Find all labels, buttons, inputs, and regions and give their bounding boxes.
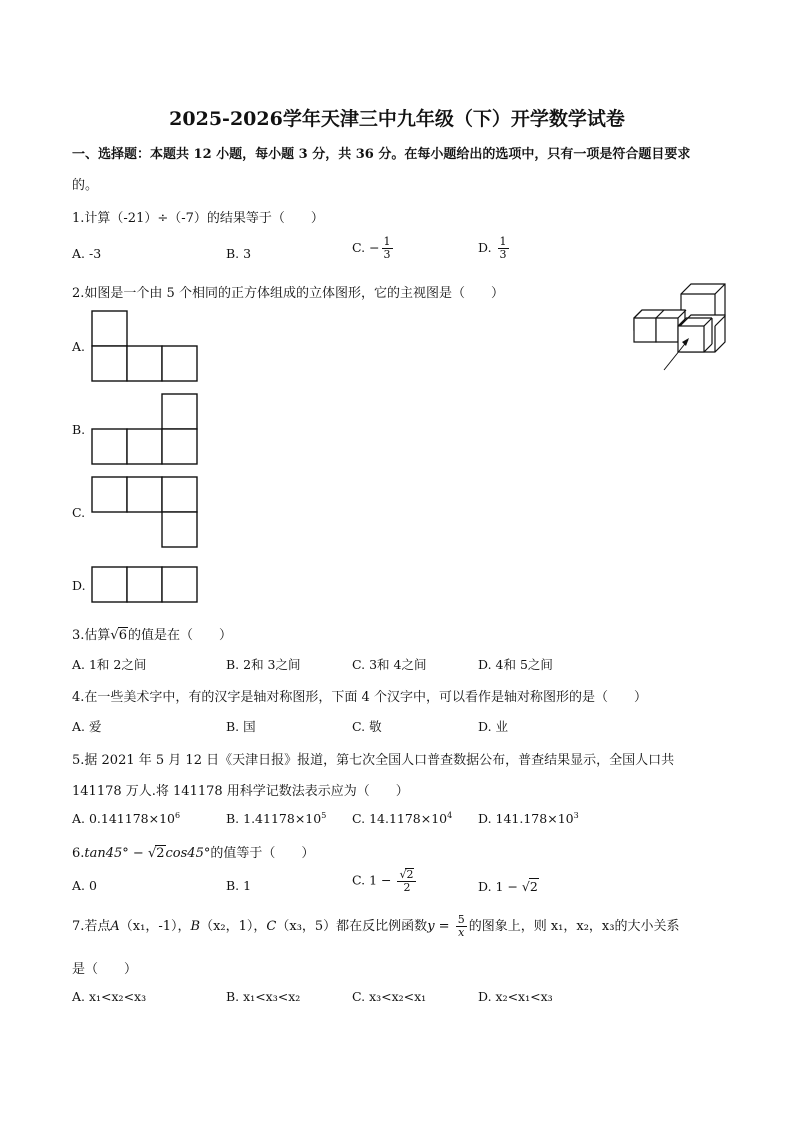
q2-option-a-figure (91, 310, 199, 382)
q6-option-d-prefix: D. 1 − (478, 879, 522, 894)
q6-option-c (352, 868, 418, 894)
question-7-stem-line1 (72, 914, 679, 939)
q6-expression-part2: cos45° (165, 846, 211, 861)
q7-point-a-coord: （x₁，-1）， (119, 919, 191, 934)
q7-option-c: C. x₃<x₂<x₁ (352, 989, 427, 1004)
q6-option-a: A. 0 (72, 878, 97, 893)
question-5-stem-line2: 141178 万人.将 141178 用科学记数法表示应为（ ） (72, 784, 409, 799)
q3-option-a: A. 1和 2之间 (72, 657, 147, 672)
question-1-stem: 1.计算（-21）÷（-7）的结果等于（ ） (72, 211, 324, 226)
q3-option-b: B. 2和 3之间 (226, 657, 301, 672)
q6-option-d-radicand: 2 (529, 879, 538, 894)
q2-option-c-figure (91, 476, 199, 548)
q7-option-b: B. x₁<x₃<x₂ (226, 989, 301, 1004)
q7-point-c: C (266, 919, 277, 934)
q3-stem-post: 的值是在（ ） (127, 628, 232, 643)
q6-expression-part1: tan45° − (84, 846, 148, 861)
question-6-stem (72, 842, 314, 861)
q1-option-d (478, 236, 511, 261)
q5-option-d-exponent: 3 (573, 811, 579, 820)
sqrt-sign: √ (147, 846, 157, 861)
page-title: 2025-2026学年天津三中九年级（下）开学数学试卷 (169, 108, 625, 130)
q2-option-c: C. (72, 505, 86, 520)
q2-option-b-figure (91, 393, 199, 465)
q5-option-b-exponent: 5 (321, 811, 327, 820)
q2-option-a: A. (72, 339, 86, 354)
fraction-numerator: 1 (499, 235, 507, 248)
q7-stem-post: 的图象上，则 x₁，x₂，x₃的大小关系 (468, 919, 680, 934)
fraction-numerator: 1 (383, 235, 391, 248)
fraction-denominator: 2 (403, 881, 411, 894)
q5-option-a-exponent: 6 (175, 811, 181, 820)
q1-option-d-fraction (498, 236, 509, 261)
q2-option-d-figure (91, 566, 199, 604)
q1-option-a: A. -3 (72, 246, 102, 261)
q7-function-lhs: y = (427, 919, 454, 934)
q6-option-c-fraction (397, 868, 416, 894)
q6-option-c-radicand: 2 (406, 868, 414, 881)
q6-option-c-prefix: C. 1 − (352, 872, 396, 888)
q7-function-fraction (456, 914, 467, 939)
q7-option-d: D. x₂<x₁<x₃ (478, 989, 553, 1004)
q1-option-b: B. 3 (226, 246, 252, 261)
q5-option-a (72, 811, 180, 826)
q7-option-a: A. x₁<x₂<x₃ (72, 989, 147, 1004)
q5-option-c-base: C. 14.1178×10 (352, 811, 448, 827)
fraction-denominator: 3 (383, 248, 391, 261)
fraction-denominator: x (458, 926, 465, 939)
q4-option-d: D. 业 (478, 719, 509, 734)
q5-option-d-base: D. 141.178×10 (478, 811, 574, 827)
q2-option-b: B. (72, 422, 86, 437)
q1-option-c-prefix: C. − (352, 240, 380, 255)
section-heading-cont: 的。 (72, 178, 99, 193)
fraction-denominator: 3 (499, 248, 507, 261)
sqrt-sign: √ (110, 628, 119, 643)
q5-option-b (226, 811, 326, 826)
q1-option-c-fraction (382, 236, 393, 261)
q2-option-d: D. (72, 578, 86, 593)
q5-option-c-exponent: 4 (447, 811, 453, 820)
q5-option-b-base: B. 1.41178×10 (226, 811, 322, 827)
sqrt-sign: √ (521, 879, 530, 894)
q6-stem-post: 的值等于（ ） (210, 846, 315, 861)
q7-point-a: A (110, 919, 120, 934)
q6-option-d (478, 878, 539, 894)
q7-point-c-coord: （x₃，5）都在反比例函数 (276, 919, 428, 934)
q3-stem-pre: 3.估算 (72, 628, 111, 643)
q3-radicand: 6 (118, 628, 127, 643)
question-3-stem (72, 624, 232, 643)
question-2-stem: 2.如图是一个由 5 个相同的正方体组成的立体图形，它的主视图是（ ） (72, 286, 504, 301)
section-heading: 一、选择题：本题共 12 小题，每小题 3 分，共 36 分。在每小题给出的选项中，只有一项是符合题目要求 (72, 147, 691, 162)
q6-radicand: 2 (156, 846, 165, 861)
q4-option-b: B. 国 (226, 719, 256, 734)
q5-option-d (478, 811, 579, 826)
q3-option-d: D. 4和 5之间 (478, 657, 553, 672)
q7-point-b: B (190, 919, 201, 934)
q1-option-c (352, 236, 395, 261)
fraction-numerator: 5 (457, 913, 465, 926)
q6-number: 6. (72, 846, 85, 861)
q6-option-b: B. 1 (226, 878, 252, 893)
q5-option-c (352, 811, 452, 826)
q4-option-c: C. 敬 (352, 719, 382, 734)
q3-option-c: C. 3和 4之间 (352, 657, 427, 672)
fraction-numerator (397, 868, 416, 882)
sqrt-sign: √ (399, 868, 407, 881)
question-5-stem-line1: 5.据 2021 年 5 月 12 日《天津日报》报道，第七次全国人口普查数据公布，普查结果显示，全国人口共 (72, 753, 675, 768)
q1-option-d-prefix: D. (478, 240, 496, 255)
question-7-stem-line2: 是（ ） (72, 962, 138, 977)
q7-point-b-coord: （x₂，1）， (200, 919, 267, 934)
q7-stem-pre: 7.若点 (72, 919, 111, 934)
q4-option-a: A. 爱 (72, 719, 102, 734)
cube-solid-figure (630, 282, 726, 374)
q5-option-a-base: A. 0.141178×10 (72, 811, 175, 827)
question-4-stem: 4.在一些美术字中，有的汉字是轴对称图形，下面 4 个汉字中，可以看作是轴对称图形的是（ ） (72, 690, 647, 705)
